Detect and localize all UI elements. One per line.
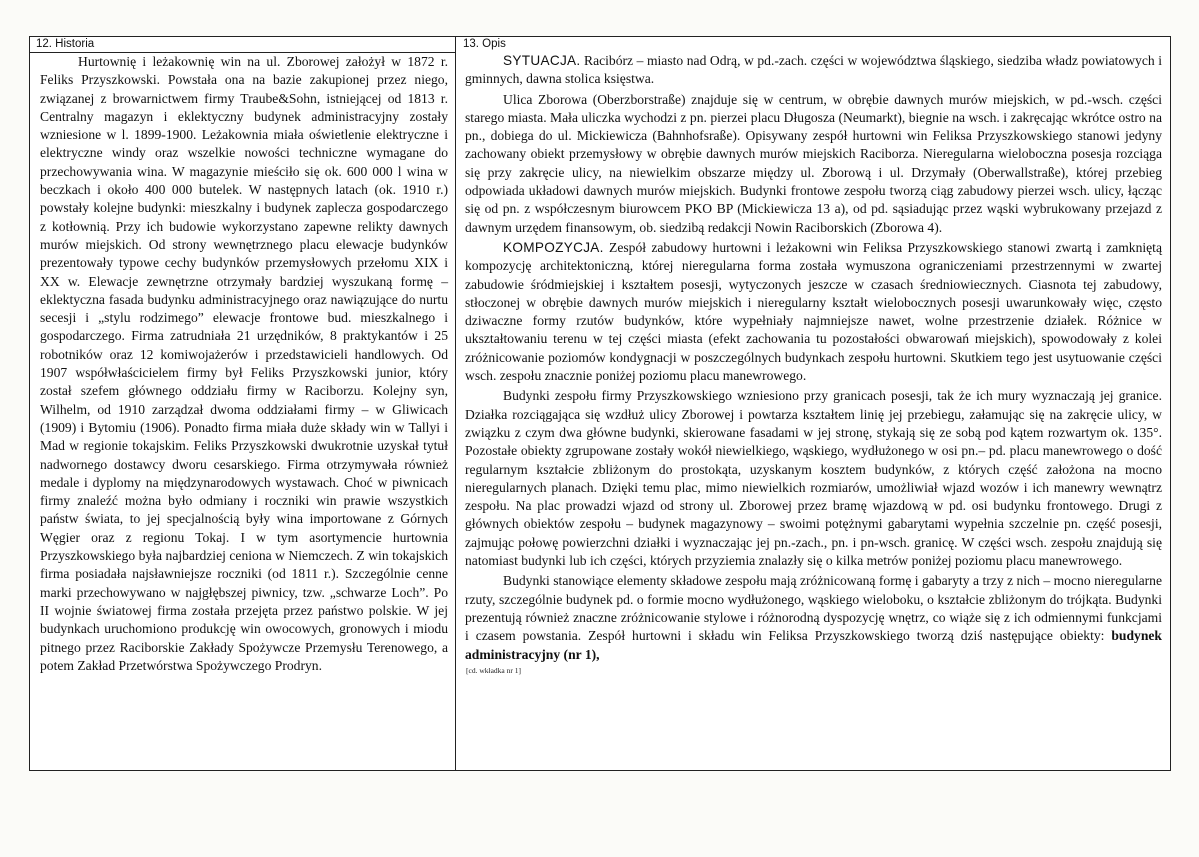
buildings-text: Budynki stanowiące elementy składowe zespołu mają zróżnicowaną formę i gabaryty a trzy z nich – mocno nieregularne rzuty, szczególnie budynek pd. o formie mocno wydłużonego, wąskiego wieloboku, o kształcie zbliżonym do trójkąta. Budynki prezentują również znaczne zróżnicowanie stylowe i różnorodną dyspozycję wnętrz, co wiąże się z ich odmiennymi funkcjami i czasem powstania. Zespół hurtowni i składu win Feliksa Przyszkowskiego tworzą dziś następujące obiekty: (465, 573, 1162, 644)
description-text (456, 52, 1170, 664)
situation-text: Racibórz – miasto nad Odrą, w pd.-zach. części w województwa śląskiego, siedziba władz powiatowych i gminnych, dawna stolica księstwa. (465, 53, 1162, 87)
composition-lead: KOMPOZYCJA. (503, 239, 604, 255)
record-sheet (29, 36, 1171, 771)
layout-paragraph: Budynki zespołu firmy Przyszkowskiego wzniesiono przy granicach posesji, tak że ich mury wyznaczają jej granice. Działka rozciągająca się wzdłuż ulicy Zborowej i powtarza kształtem linię jej przebiegu, załamując się na zakręcie ulicy, w związku z czym dwa główne budynki, skierowane fasadami w jej stronę, stykają się ze sobą pod kątem rozwartym ok. 135°. Pozostałe obiekty zgrupowane zostały wokół niewielkiego, wąskiego, wydłużonego w osi pn.– pd. placu manewrowego o dość regularnym kształcie zbliżonym do prostokąta, uzyskanym kosztem budynków, z których część założona na mocno nieregularnych planach. Dzięki temu plac, mimo niewielkich rozmiarów, umożliwiał wjazd wozów i ich manewry wewnątrz zespołu. Na plac prowadzi wjazd od strony ul. Zborowej przez bramę wjazdową w pd. osi budynku frontowego. Drugi z głównych obiektów zespołu – budynek magazynowy – swoimi potężnymi gabarytami wypełnia szczelnie pn. część posesji, zajmując połowę powierzchni działki i wyznaczając jej pn.-zach., pn. i pn-wsch. granicę. W części wsch. zespołu znajdują się natomiast budynki lub ich części, których przyziemia znalazły się o kilka metrów poniżej poziomu placu manewrowego. (465, 388, 1162, 569)
composition-paragraph (465, 239, 1162, 385)
history-column (30, 37, 456, 770)
history-paragraph: Hurtownię i leżakownię win na ul. Zborowej założył w 1872 r. Feliks Przyszkowski. Powstała ona na bazie zakupionej przez niego, związanej z browarnictwem firmy Traube&Sohn, istniejącej od 1813 r. Centralny magazyn i eklektyczny budynek administracyjny zostały wzniesione w l. 1899-1900. Leżakownia miała oświetlenie elektryczne i elektryczne windy oraz wszelkie nowości techniczne wymagane do przechowywania wina. W magazynie mieściło się ok. 600 000 l wina w beczkach i około 400 000 butelek. W następnych latach (ok. 1910 r.) powstały kolejne budynki: mieszkalny i budynek zaplecza gospodarczego z kotłownią. Przy ich budowie wykorzystano zapewne relikty dawnych murów miejskich. Od strony wewnętrznego placu elewacje budynków prezentowały typowe cechy budynków przemysłowych przełomu XIX i XX w. Elewacje zewnętrzne otrzymały bardziej wyszukaną formę – eklektyczna fasada budynku administracyjnego oraz nawiązujące do nurtu secesji i „stylu rodzimego” elewacje frontowe bud. mieszkalnego i gospodarczego. Firma zatrudniała 21 urzędników, 8 praktykantów i 25 robotników oraz 12 komiwojażerów i przedstawicieli handlowych. Od 1907 współwłaścicielem firmy był Feliks Przyszkowski junior, który został szefem głównego oddziału firmy w Raciborzu. Kolejny syn, Wilhelm, od 1910 zarządzał dwoma oddziałami firmy – w Gliwicach (1909) i Bytomiu (1906). Ponadto firma miała duże składy win w Tallyi i Mad w regionie tokajskim. Feliks Przyszkowski dwukrotnie uzyskał tytuł nadwornego dostawcy dworu cesarskiego. Firma otrzymywała również medale i dyplomy na międzynarodowych wystawach. Choć w piwnicach firmy znaleźć można było odmiany i roczniki win prawie wszystkich państw świata, to jej specjalnością były wina importowane z Górnych Węgier oraz z regionu Tokaj. I w tym asortymencie hurtownia Przyszkowskiego była najbardziej ceniona w Niemczech. Z win tokajskich firma posiadała najsławniejsze roczniki (od 1811 r.). Szczególnie cenne marki przechowywano w najgłębszej piwnicy, tzw. „schwarze Loch”. Po II wojnie światowej firma została przejęta przez państwo polskie. W jej budynkach uruchomiono produkcję win owocowych, gronowych i miodu pitnego przez Raciborskie Zakłady Spożywcze Przemysłu Terenowego, a potem Zakład Przetwórstwa Spożywczego Prodryn. (40, 54, 448, 673)
description-heading: 13. Opis (463, 38, 506, 50)
buildings-paragraph (465, 572, 1162, 663)
continuation-note: [cd. wkładka nr 1] (466, 665, 521, 675)
description-column (456, 37, 1170, 770)
situation-paragraph (465, 52, 1162, 89)
history-text (30, 53, 455, 675)
street-paragraph: Ulica Zborowa (Oberzborstraße) znajduje się w centrum, w obrębie dawnych murów miejskich, w pd.-wsch. części starego miasta. Mała uliczka wychodzi z pn. pierzei placu Długosza (Neumarkt), biegnie na wsch. i zakręcając wkrótce ostro na pn., dobiega do ul. Mickiewicza (Bahnhofsraße). Opisywany zespół hurtowni win Feliksa Przyszkowskiego stanowi jedyny zachowany obiekt przemysłowy w obrębie dawnych murów miejskich Raciborza. Nieregularna wieloboczna posesja rozciąga się przy zakręcie ulicy, na niewielkim obszarze między ul. Zborową i ul. Drzymały (Oberwallstraße), której przebieg odpowiada układowi dawnych murów miejskich. Budynki frontowe zespołu tworzą ciąg zabudowy pierzei wsch. ulicy, łącząc się od pn. z współczesnym biurowcem PKO BP (Mickiewicza 13 a), od pd. sąsiadując przez wąski wybrukowany przejazd z dawnym urzędem finansowym, ob. siedzibą redakcji Nowin Raciborskich (Zborowa 4). (465, 91, 1162, 235)
situation-lead: SYTUACJA. (503, 53, 581, 68)
composition-text: Zespół zabudowy hurtowni i leżakowni win Feliksa Przyszkowskiego stanowi zwartą i zamkniętą kompozycję architektoniczną, której nieregularna forma została wymuszona ograniczeniami przestrzennymi w zwartej zabudowie śródmiejskiej i kształtem posesji, wytyczonych jeszcze w czasach średniowiecznych. Ciasnota tej zabudowy, stłoczonej w obrębie dawnych murów miejskich i nieregularny kształt wielobocznych posesji uwarunkowały więc, często dziwaczne formy rzutów budynków, które wypełniały najmniejsze nawet, wolne przestrzenie działek. Różnice w ukształtowaniu terenu w tej części miasta (efekt zachowania tu pozostałości obwarowań miejskich), spowodowały z kolei zróżnicowanie poziomów kondygnacji w poszczególnych budynkach zespołu hurtowni. Skutkiem tego jest usytuowanie części wsch. zespołu znacznie poniżej poziomu placu manewrowego. (465, 239, 1162, 384)
buildings-bold: budynek administracyjny (nr 1), (465, 628, 1162, 662)
history-heading: 12. Historia (30, 37, 455, 53)
